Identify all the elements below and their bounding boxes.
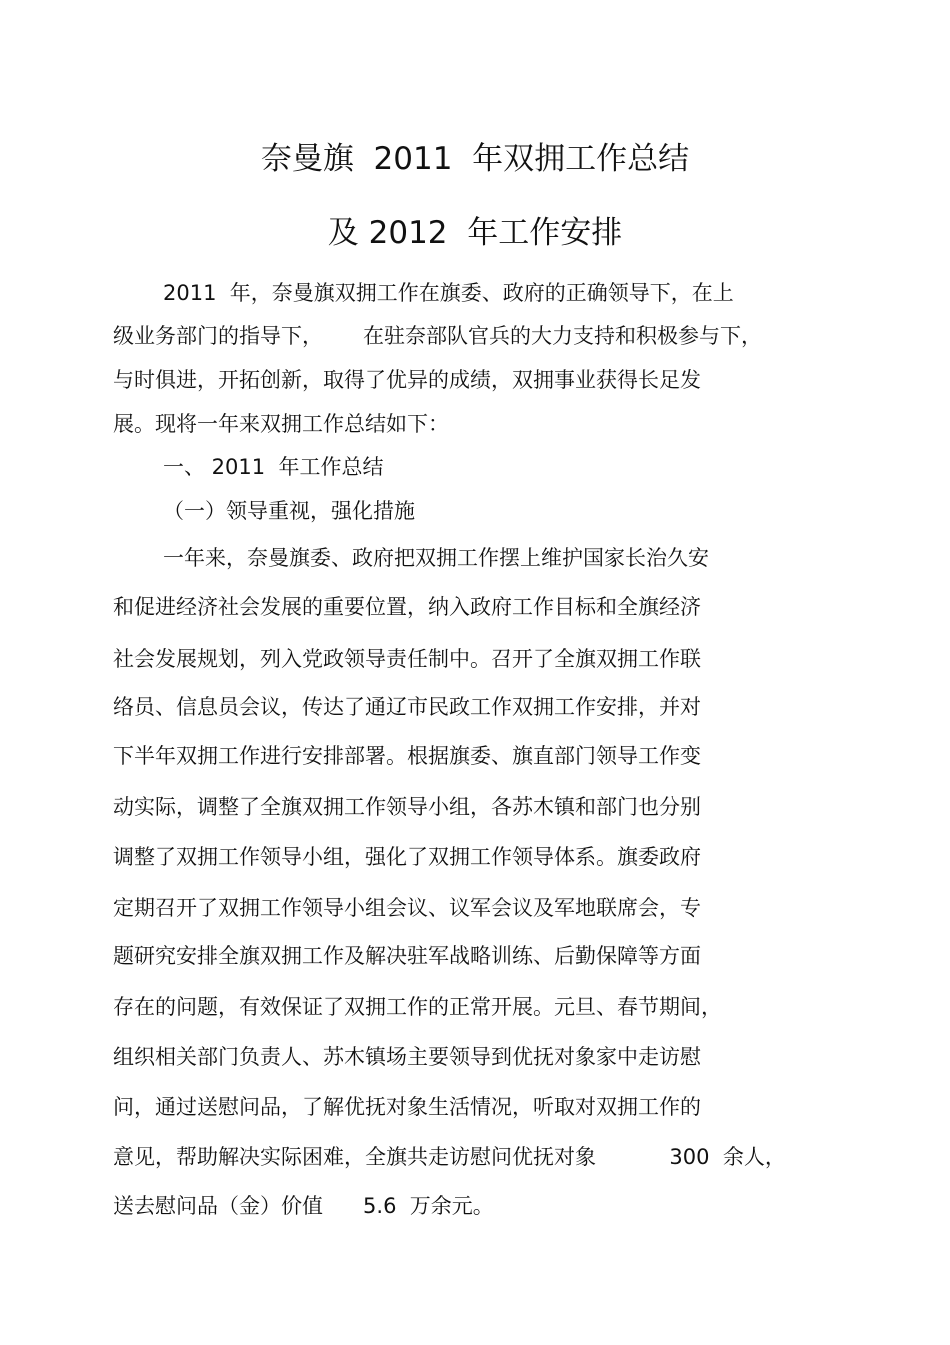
intro-paragraph-line: 级业务部门的指导下， 在驻奈部队官兵的大力支持和积极参与下， bbox=[113, 324, 763, 348]
body-paragraph-line: 下半年双拥工作进行安排部署。根据旗委、旗直部门领导工作变 bbox=[113, 744, 701, 768]
body-paragraph-line: 和促进经济社会发展的重要位置，纳入政府工作目标和全旗经济 bbox=[113, 595, 701, 619]
intro-paragraph-line: 与时俱进，开拓创新，取得了优异的成绩，双拥事业获得长足发 bbox=[113, 368, 701, 392]
body-paragraph-line: 问，通过送慰问品，了解优抚对象生活情况，听取对双拥工作的 bbox=[113, 1095, 701, 1119]
intro-paragraph-line: 展。现将一年来双拥工作总结如下： bbox=[113, 412, 449, 436]
body-paragraph-line: 意见，帮助解决实际困难，全旗共走访慰问优抚对象 300 余人， bbox=[113, 1145, 786, 1169]
body-paragraph-line: 动实际，调整了全旗双拥工作领导小组，各苏木镇和部门也分别 bbox=[113, 795, 701, 819]
body-paragraph-line: 组织相关部门负责人、苏木镇场主要领导到优抚对象家中走访慰 bbox=[113, 1045, 701, 1069]
body-paragraph-line: 送去慰问品（金）价值 5.6 万余元。 bbox=[113, 1194, 494, 1218]
title-line-2: 及 2012 年工作安排 bbox=[327, 215, 623, 251]
body-paragraph-line: 一年来，奈曼旗委、政府把双拥工作摆上维护国家长治久安 bbox=[163, 546, 709, 570]
body-paragraph-line: 调整了双拥工作领导小组，强化了双拥工作领导体系。旗委政府 bbox=[113, 845, 701, 869]
subsection-heading: （一）领导重视，强化措施 bbox=[163, 499, 415, 523]
title-line-1: 奈曼旗 2011 年双拥工作总结 bbox=[260, 141, 690, 177]
body-paragraph-line: 题研究安排全旗双拥工作及解决驻军战略训练、后勤保障等方面 bbox=[113, 944, 701, 968]
body-paragraph-line: 社会发展规划，列入党政领导责任制中。召开了全旗双拥工作联 bbox=[113, 647, 701, 671]
body-paragraph-line: 定期召开了双拥工作领导小组会议、议军会议及军地联席会，专 bbox=[113, 896, 701, 920]
intro-paragraph-line: 2011 年，奈曼旗双拥工作在旗委、政府的正确领导下，在上 bbox=[163, 281, 734, 305]
body-paragraph-line: 络员、信息员会议，传达了通辽市民政工作双拥工作安排，并对 bbox=[113, 695, 701, 719]
section-heading: 一、 2011 年工作总结 bbox=[163, 455, 384, 479]
body-paragraph-line: 存在的问题，有效保证了双拥工作的正常开展。元旦、春节期间， bbox=[113, 995, 722, 1019]
